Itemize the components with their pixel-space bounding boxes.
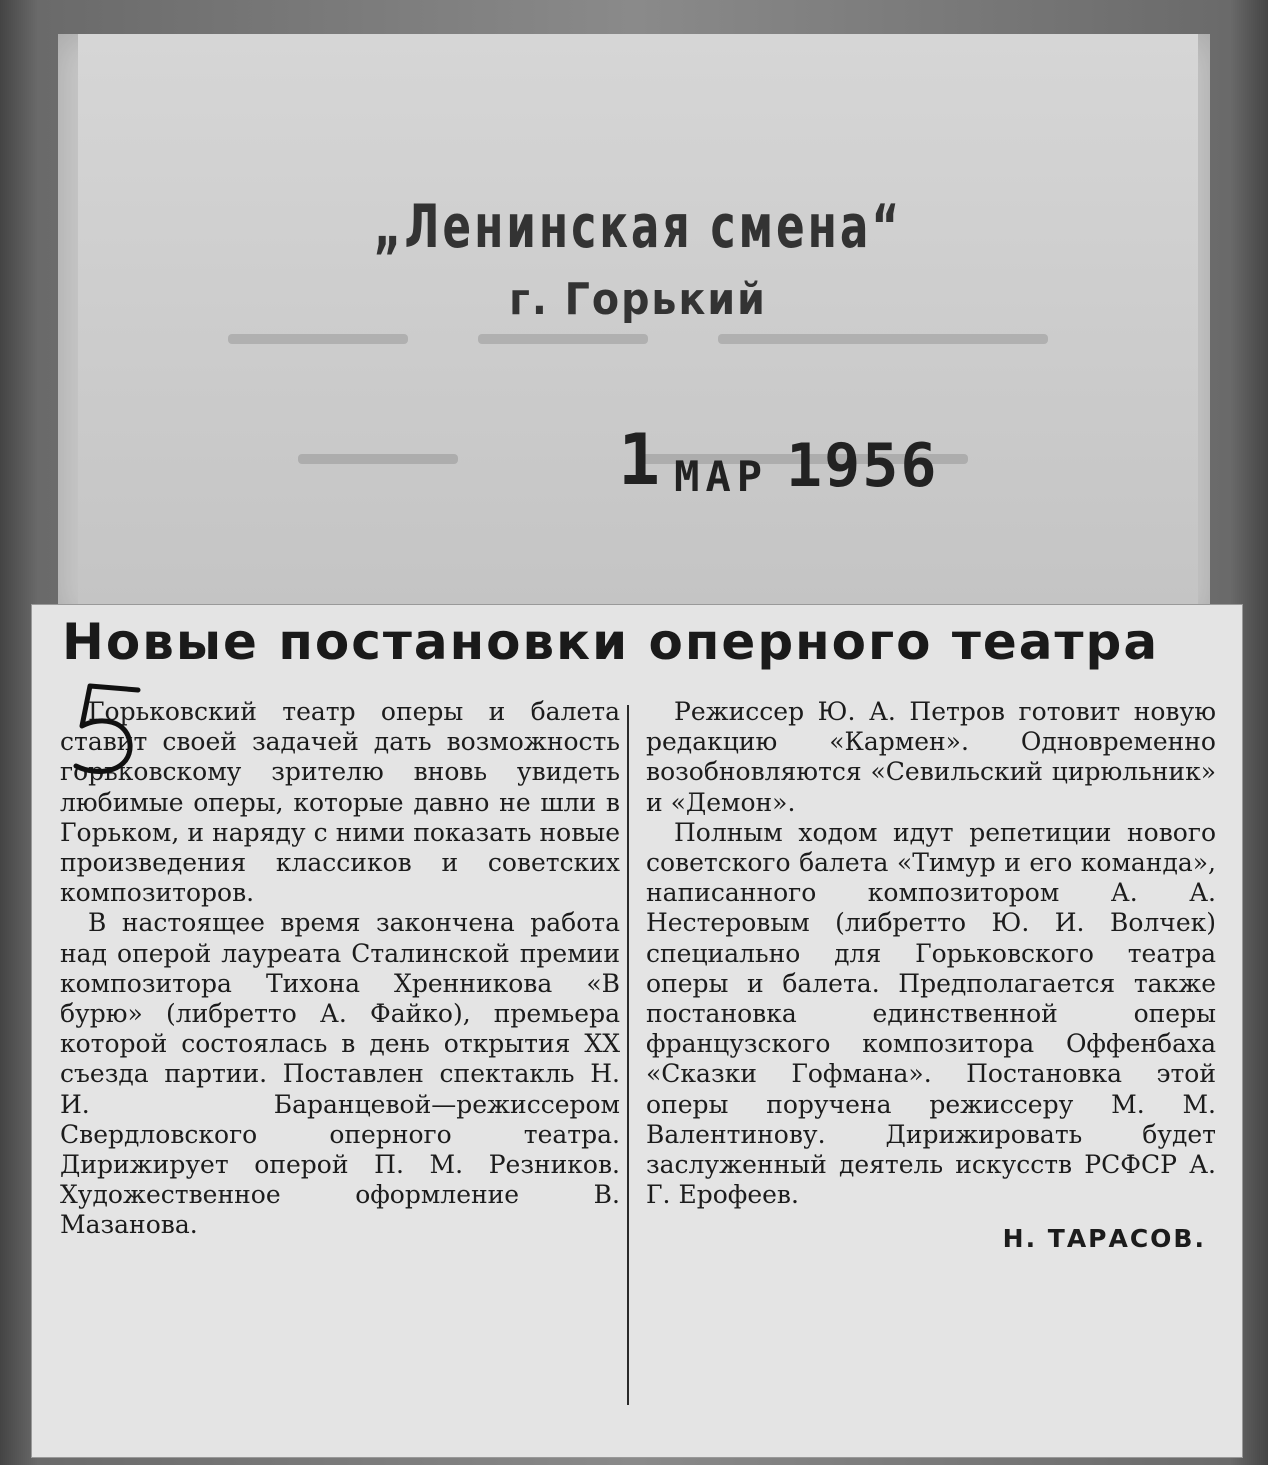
date-month: МАР	[674, 452, 769, 501]
article-right-column	[646, 697, 1216, 1255]
handwritten-number-mark	[60, 678, 150, 788]
stamp-paper	[78, 34, 1198, 612]
newspaper-stamp: „Ленинская смена“	[373, 192, 903, 262]
column-divider	[627, 705, 629, 1405]
date-year: 1956	[786, 431, 939, 501]
date-day: 1	[618, 419, 657, 501]
article-paragraph: Горьковский театр оперы и балета ставит своей задачей дать возможность горьковскому зрителю вновь увидеть любимые оперы, которые давно не шли в Горьком, и наряду с ними показать новые произведения классиков и советских композиторов.	[60, 697, 620, 908]
date-stamp	[618, 419, 1058, 501]
article-paragraph: Полным ходом идут репетиции нового советского балета «Тимур и его команда», написанного композитором А. А. Нестеровым (либретто Ю. И. Волчек) специально для Горьковского театра оперы и балета. Предполагается также постановка единственной оперы французского композитора Оффенбаха «Сказки Гофмана». Постановка этой оперы поручена режиссеру М. М. Валентинову. Дирижировать будет заслуженный деятель искусств РСФСР А. Г. Ерофеев.	[646, 817, 1216, 1210]
newspaper-clipping	[32, 605, 1242, 1457]
article-paragraph: Режиссер Ю. А. Петров готовит новую редакцию «Кармен». Одновременно возобновляются «Севильский цирюльник» и «Демон».	[646, 697, 1216, 817]
article-headline: Новые постановки оперного театра	[62, 613, 1160, 671]
article-paragraph: В настоящее время закончена работа над оперой лауреата Сталинской премии композитора Тихона Хренникова «В бурю» (либретто А. Файко), премьера которой состоялась в день открытия XX съезда партии. Поставлен спектакль Н. И. Баранцевой—режиссером Свердловского оперного театра. Дирижирует оперой П. М. Резников. Художественное оформление В. Мазанова.	[60, 908, 620, 1240]
stamp-sheet	[58, 34, 1210, 624]
city-stamp: г. Горький	[509, 274, 767, 325]
article-author: Н. ТАРАСОВ.	[1002, 1224, 1206, 1254]
